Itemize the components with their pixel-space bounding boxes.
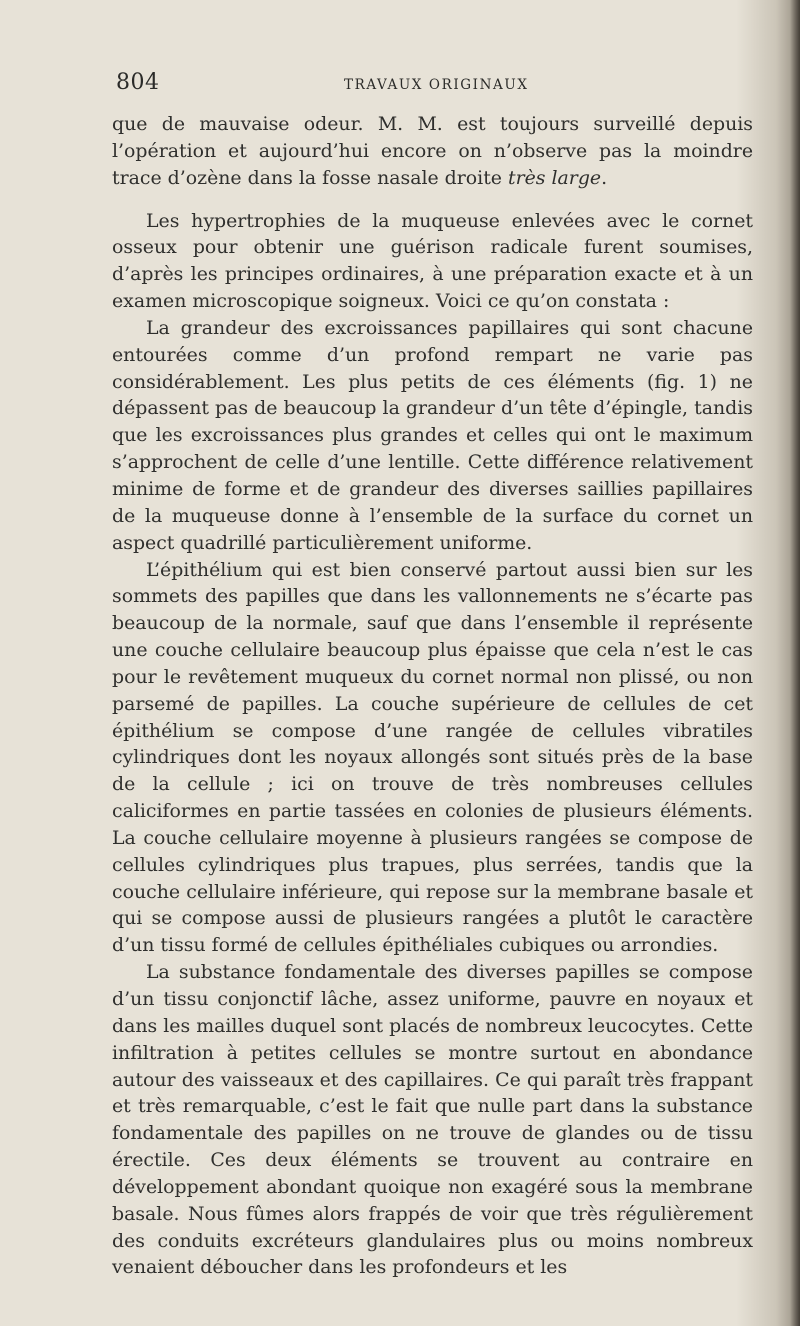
paragraph-1-text: que de mauvaise odeur. M. M. est toujours surveillé depuis l’opération et aujourd’hui encore on n’observe pas la moindre trace d’ozène dans la fosse nasale droite (112, 113, 753, 189)
running-head: TRAVAUX ORIGINAUX (344, 77, 529, 93)
page-number: 804 (116, 70, 160, 95)
paragraph-1 (112, 111, 753, 192)
paragraph-5: La substance fondamentale des diverses papilles se compose d’un tissu conjonctif lâche, assez uniforme, pauvre en noyaux et dans les mailles duquel sont placés de nombreux leucocytes. Cette infiltration à petites cellules se montre surtout en abondance autour des vaisseaux et des capillaires. Ce qui paraît très frappant et très remarquable, c’est le fait que nulle part dans la substance fondamentale des papilles on ne trouve de glandes ou de tissu érectile. Ces deux éléments se trouvent au contraire en développement abondant quoique non exagéré sous la membrane basale. Nous fûmes alors frappés de voir que très régulièrement des conduits excréteurs glandulaires plus ou moins nombreux venaient déboucher dans les profondeurs et les (112, 961, 753, 1279)
body-text (112, 111, 753, 1279)
paragraph-1-italic: très large (508, 166, 602, 189)
page-header (116, 70, 756, 100)
paragraph-3: La grandeur des excroissances papillaires qui sont chacune entourées comme d’un profond rempart ne varie pas considérablement. Les plus petits de ces éléments (fig. 1) ne dépassent pas de beaucoup la grandeur d’un tête d’épingle, tandis que les excroissances plus grandes et celles qui ont le maximum s’approchent de celle d’une lentille. Cette différence relativement minime de forme et de grandeur des diverses saillies papillaires de la muqueuse donne à l’ensemble de la surface du cornet un aspect quadrillé particulièrement uniforme. (112, 316, 753, 554)
paragraph-2: Les hypertrophies de la muqueuse enlevées avec le cornet osseux pour obtenir une guérison radicale furent soumises, d’après les principes ordinaires, à une préparation exacte et à un examen microscopique soigneux. Voici ce qu’on constata : (112, 209, 753, 313)
paragraph-1-end: . (601, 166, 608, 189)
paragraph-gap (112, 192, 753, 208)
paragraph-4: L’épithélium qui est bien conservé partout aussi bien sur les sommets des papilles que dans les vallonnements ne s’écarte pas beaucoup de la normale, sauf que dans l’ensemble il représente une couche cellulaire beaucoup plus épaisse que cela n’est le cas pour le revêtement muqueux du cornet normal non plissé, ou non parsemé de papilles. La couche supérieure de cellules de cet épithélium se compose d’une rangée de cellules vibratiles cylindriques dont les noyaux allongés sont situés près de la base de la cellule ; ici on trouve de très nombreuses cellules caliciformes en partie tassées en colonies de plusieurs éléments. La couche cellulaire moyenne à plusieurs rangées se compose de cellules cylindriques plus trapues, plus serrées, tandis que la couche cellulaire inférieure, qui repose sur la membrane basale et qui se compose aussi de plusieurs rangées a plutôt le caractère d’un tissu formé de cellules épithéliales cubiques ou arrondies. (112, 558, 753, 957)
page-edge-shadow (790, 0, 800, 1326)
